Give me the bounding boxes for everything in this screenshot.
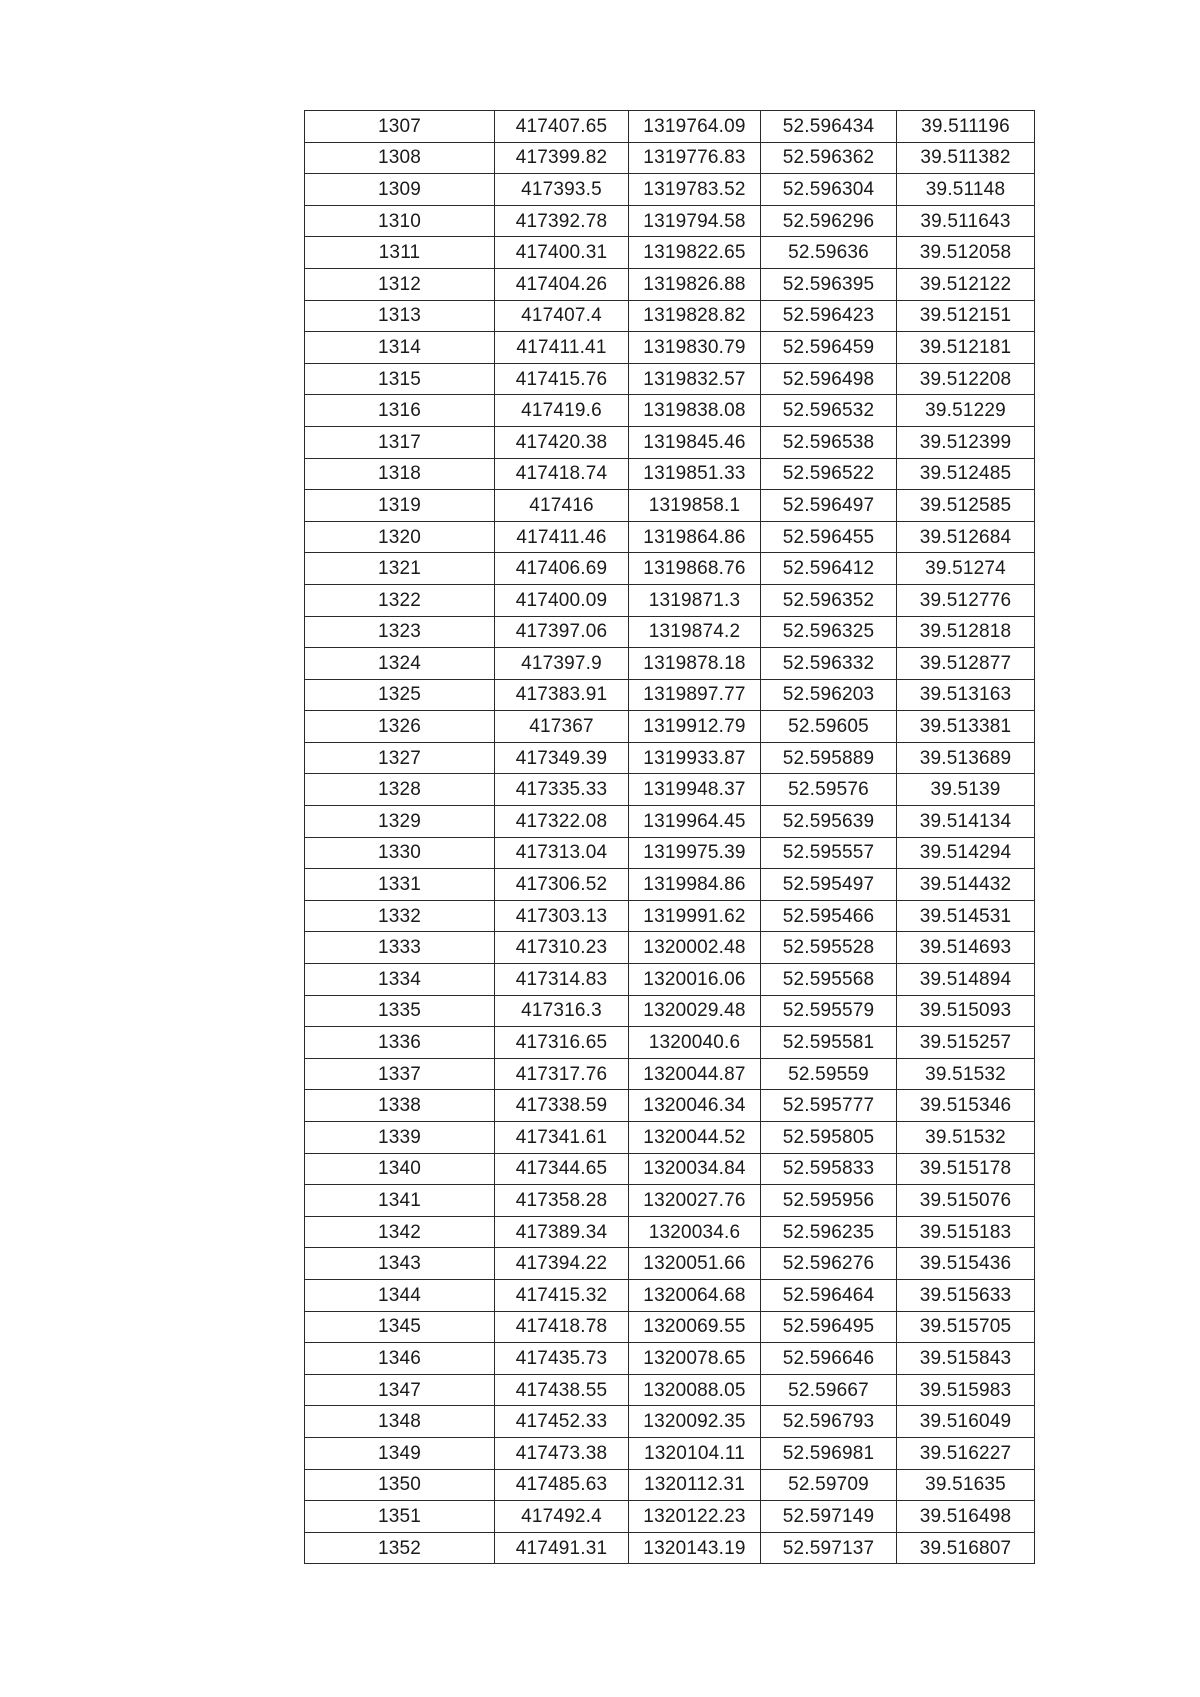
x-coordinate-cell: 417418.78 — [495, 1311, 629, 1343]
longitude-cell: 39.51274 — [897, 553, 1035, 585]
point-number-cell: 1326 — [305, 711, 495, 743]
longitude-cell: 39.512122 — [897, 268, 1035, 300]
y-coordinate-cell: 1320112.31 — [629, 1469, 761, 1501]
x-coordinate-cell: 417473.38 — [495, 1437, 629, 1469]
longitude-cell: 39.515093 — [897, 995, 1035, 1027]
longitude-cell: 39.512684 — [897, 521, 1035, 553]
longitude-cell: 39.51229 — [897, 395, 1035, 427]
table-row — [305, 237, 1035, 269]
latitude-cell: 52.595568 — [761, 964, 897, 996]
latitude-cell: 52.596276 — [761, 1248, 897, 1280]
x-coordinate-cell: 417303.13 — [495, 900, 629, 932]
point-number-cell: 1334 — [305, 964, 495, 996]
y-coordinate-cell: 1319933.87 — [629, 742, 761, 774]
latitude-cell: 52.59576 — [761, 774, 897, 806]
y-coordinate-cell: 1320122.23 — [629, 1501, 761, 1533]
longitude-cell: 39.515178 — [897, 1153, 1035, 1185]
x-coordinate-cell: 417420.38 — [495, 426, 629, 458]
x-coordinate-cell: 417407.4 — [495, 300, 629, 332]
latitude-cell: 52.596203 — [761, 679, 897, 711]
x-coordinate-cell: 417411.41 — [495, 332, 629, 364]
table-row — [305, 300, 1035, 332]
y-coordinate-cell: 1320029.48 — [629, 995, 761, 1027]
longitude-cell: 39.511643 — [897, 205, 1035, 237]
y-coordinate-cell: 1320044.87 — [629, 1058, 761, 1090]
table-row — [305, 616, 1035, 648]
longitude-cell: 39.512877 — [897, 648, 1035, 680]
longitude-cell: 39.51532 — [897, 1122, 1035, 1154]
latitude-cell: 52.596522 — [761, 458, 897, 490]
latitude-cell: 52.595579 — [761, 995, 897, 1027]
longitude-cell: 39.513689 — [897, 742, 1035, 774]
latitude-cell: 52.596495 — [761, 1311, 897, 1343]
y-coordinate-cell: 1319868.76 — [629, 553, 761, 585]
coordinates-table — [304, 110, 1035, 1564]
latitude-cell: 52.59605 — [761, 711, 897, 743]
x-coordinate-cell: 417314.83 — [495, 964, 629, 996]
point-number-cell: 1315 — [305, 363, 495, 395]
x-coordinate-cell: 417393.5 — [495, 174, 629, 206]
table-row — [305, 553, 1035, 585]
x-coordinate-cell: 417416 — [495, 490, 629, 522]
table-row — [305, 1122, 1035, 1154]
latitude-cell: 52.59559 — [761, 1058, 897, 1090]
latitude-cell: 52.596498 — [761, 363, 897, 395]
table-row — [305, 268, 1035, 300]
x-coordinate-cell: 417404.26 — [495, 268, 629, 300]
x-coordinate-cell: 417322.08 — [495, 806, 629, 838]
point-number-cell: 1314 — [305, 332, 495, 364]
latitude-cell: 52.59636 — [761, 237, 897, 269]
x-coordinate-cell: 417344.65 — [495, 1153, 629, 1185]
table-row — [305, 1532, 1035, 1564]
x-coordinate-cell: 417435.73 — [495, 1343, 629, 1375]
y-coordinate-cell: 1320046.34 — [629, 1090, 761, 1122]
x-coordinate-cell: 417310.23 — [495, 932, 629, 964]
y-coordinate-cell: 1319874.2 — [629, 616, 761, 648]
table-row — [305, 995, 1035, 1027]
x-coordinate-cell: 417317.76 — [495, 1058, 629, 1090]
y-coordinate-cell: 1320034.84 — [629, 1153, 761, 1185]
y-coordinate-cell: 1320027.76 — [629, 1185, 761, 1217]
x-coordinate-cell: 417397.06 — [495, 616, 629, 648]
table-row — [305, 1374, 1035, 1406]
x-coordinate-cell: 417358.28 — [495, 1185, 629, 1217]
longitude-cell: 39.515983 — [897, 1374, 1035, 1406]
longitude-cell: 39.515436 — [897, 1248, 1035, 1280]
longitude-cell: 39.516227 — [897, 1437, 1035, 1469]
latitude-cell: 52.596362 — [761, 142, 897, 174]
table-row — [305, 869, 1035, 901]
y-coordinate-cell: 1319964.45 — [629, 806, 761, 838]
point-number-cell: 1319 — [305, 490, 495, 522]
point-number-cell: 1332 — [305, 900, 495, 932]
point-number-cell: 1333 — [305, 932, 495, 964]
x-coordinate-cell: 417419.6 — [495, 395, 629, 427]
latitude-cell: 52.596538 — [761, 426, 897, 458]
point-number-cell: 1337 — [305, 1058, 495, 1090]
y-coordinate-cell: 1319984.86 — [629, 869, 761, 901]
point-number-cell: 1320 — [305, 521, 495, 553]
longitude-cell: 39.513163 — [897, 679, 1035, 711]
table-row — [305, 1343, 1035, 1375]
x-coordinate-cell: 417415.76 — [495, 363, 629, 395]
point-number-cell: 1318 — [305, 458, 495, 490]
longitude-cell: 39.512776 — [897, 584, 1035, 616]
latitude-cell: 52.596325 — [761, 616, 897, 648]
table-row — [305, 742, 1035, 774]
x-coordinate-cell: 417389.34 — [495, 1216, 629, 1248]
x-coordinate-cell: 417349.39 — [495, 742, 629, 774]
table-row — [305, 395, 1035, 427]
point-number-cell: 1350 — [305, 1469, 495, 1501]
point-number-cell: 1343 — [305, 1248, 495, 1280]
longitude-cell: 39.512058 — [897, 237, 1035, 269]
y-coordinate-cell: 1319912.79 — [629, 711, 761, 743]
point-number-cell: 1307 — [305, 111, 495, 143]
y-coordinate-cell: 1319878.18 — [629, 648, 761, 680]
x-coordinate-cell: 417406.69 — [495, 553, 629, 585]
table-row — [305, 1216, 1035, 1248]
table-row — [305, 1406, 1035, 1438]
point-number-cell: 1310 — [305, 205, 495, 237]
y-coordinate-cell: 1320088.05 — [629, 1374, 761, 1406]
longitude-cell: 39.515346 — [897, 1090, 1035, 1122]
point-number-cell: 1339 — [305, 1122, 495, 1154]
x-coordinate-cell: 417397.9 — [495, 648, 629, 680]
table-row — [305, 932, 1035, 964]
x-coordinate-cell: 417394.22 — [495, 1248, 629, 1280]
latitude-cell: 52.595557 — [761, 837, 897, 869]
latitude-cell: 52.596332 — [761, 648, 897, 680]
table-row — [305, 679, 1035, 711]
longitude-cell: 39.515843 — [897, 1343, 1035, 1375]
point-number-cell: 1349 — [305, 1437, 495, 1469]
latitude-cell: 52.596395 — [761, 268, 897, 300]
latitude-cell: 52.595466 — [761, 900, 897, 932]
point-number-cell: 1309 — [305, 174, 495, 206]
table-row — [305, 521, 1035, 553]
longitude-cell: 39.511382 — [897, 142, 1035, 174]
latitude-cell: 52.595497 — [761, 869, 897, 901]
table-row — [305, 774, 1035, 806]
table-row — [305, 426, 1035, 458]
x-coordinate-cell: 417411.46 — [495, 521, 629, 553]
latitude-cell: 52.595528 — [761, 932, 897, 964]
point-number-cell: 1344 — [305, 1279, 495, 1311]
longitude-cell: 39.5139 — [897, 774, 1035, 806]
y-coordinate-cell: 1319830.79 — [629, 332, 761, 364]
point-number-cell: 1321 — [305, 553, 495, 585]
longitude-cell: 39.515076 — [897, 1185, 1035, 1217]
point-number-cell: 1308 — [305, 142, 495, 174]
table-row — [305, 1248, 1035, 1280]
coordinates-table-body — [305, 111, 1035, 1564]
longitude-cell: 39.514531 — [897, 900, 1035, 932]
y-coordinate-cell: 1319864.86 — [629, 521, 761, 553]
table-row — [305, 711, 1035, 743]
y-coordinate-cell: 1319851.33 — [629, 458, 761, 490]
y-coordinate-cell: 1319826.88 — [629, 268, 761, 300]
x-coordinate-cell: 417316.3 — [495, 995, 629, 1027]
table-row — [305, 1311, 1035, 1343]
table-row — [305, 1058, 1035, 1090]
point-number-cell: 1352 — [305, 1532, 495, 1564]
longitude-cell: 39.511196 — [897, 111, 1035, 143]
point-number-cell: 1317 — [305, 426, 495, 458]
latitude-cell: 52.596412 — [761, 553, 897, 585]
latitude-cell: 52.597137 — [761, 1532, 897, 1564]
table-row — [305, 1469, 1035, 1501]
latitude-cell: 52.596434 — [761, 111, 897, 143]
point-number-cell: 1331 — [305, 869, 495, 901]
table-row — [305, 174, 1035, 206]
y-coordinate-cell: 1319828.82 — [629, 300, 761, 332]
latitude-cell: 52.596296 — [761, 205, 897, 237]
x-coordinate-cell: 417399.82 — [495, 142, 629, 174]
x-coordinate-cell: 417485.63 — [495, 1469, 629, 1501]
y-coordinate-cell: 1320034.6 — [629, 1216, 761, 1248]
longitude-cell: 39.516498 — [897, 1501, 1035, 1533]
longitude-cell: 39.514134 — [897, 806, 1035, 838]
point-number-cell: 1341 — [305, 1185, 495, 1217]
latitude-cell: 52.596304 — [761, 174, 897, 206]
longitude-cell: 39.515257 — [897, 1027, 1035, 1059]
y-coordinate-cell: 1319845.46 — [629, 426, 761, 458]
latitude-cell: 52.595956 — [761, 1185, 897, 1217]
y-coordinate-cell: 1319832.57 — [629, 363, 761, 395]
point-number-cell: 1348 — [305, 1406, 495, 1438]
x-coordinate-cell: 417316.65 — [495, 1027, 629, 1059]
y-coordinate-cell: 1319991.62 — [629, 900, 761, 932]
point-number-cell: 1324 — [305, 648, 495, 680]
longitude-cell: 39.514432 — [897, 869, 1035, 901]
latitude-cell: 52.595777 — [761, 1090, 897, 1122]
table-row — [305, 205, 1035, 237]
longitude-cell: 39.512818 — [897, 616, 1035, 648]
longitude-cell: 39.512485 — [897, 458, 1035, 490]
longitude-cell: 39.515633 — [897, 1279, 1035, 1311]
point-number-cell: 1335 — [305, 995, 495, 1027]
y-coordinate-cell: 1319822.65 — [629, 237, 761, 269]
table-row — [305, 1185, 1035, 1217]
table-row — [305, 806, 1035, 838]
latitude-cell: 52.595833 — [761, 1153, 897, 1185]
table-row — [305, 837, 1035, 869]
latitude-cell: 52.596423 — [761, 300, 897, 332]
longitude-cell: 39.512399 — [897, 426, 1035, 458]
table-row — [305, 1090, 1035, 1122]
y-coordinate-cell: 1319975.39 — [629, 837, 761, 869]
x-coordinate-cell: 417452.33 — [495, 1406, 629, 1438]
point-number-cell: 1323 — [305, 616, 495, 648]
y-coordinate-cell: 1319858.1 — [629, 490, 761, 522]
y-coordinate-cell: 1320143.19 — [629, 1532, 761, 1564]
latitude-cell: 52.596646 — [761, 1343, 897, 1375]
y-coordinate-cell: 1319897.77 — [629, 679, 761, 711]
point-number-cell: 1311 — [305, 237, 495, 269]
latitude-cell: 52.595889 — [761, 742, 897, 774]
latitude-cell: 52.595581 — [761, 1027, 897, 1059]
latitude-cell: 52.596455 — [761, 521, 897, 553]
point-number-cell: 1327 — [305, 742, 495, 774]
latitude-cell: 52.595805 — [761, 1122, 897, 1154]
longitude-cell: 39.512208 — [897, 363, 1035, 395]
table-row — [305, 142, 1035, 174]
x-coordinate-cell: 417438.55 — [495, 1374, 629, 1406]
y-coordinate-cell: 1319764.09 — [629, 111, 761, 143]
y-coordinate-cell: 1319838.08 — [629, 395, 761, 427]
table-row — [305, 332, 1035, 364]
y-coordinate-cell: 1320016.06 — [629, 964, 761, 996]
latitude-cell: 52.596793 — [761, 1406, 897, 1438]
y-coordinate-cell: 1320002.48 — [629, 932, 761, 964]
y-coordinate-cell: 1319871.3 — [629, 584, 761, 616]
y-coordinate-cell: 1319776.83 — [629, 142, 761, 174]
point-number-cell: 1329 — [305, 806, 495, 838]
latitude-cell: 52.596459 — [761, 332, 897, 364]
longitude-cell: 39.516807 — [897, 1532, 1035, 1564]
point-number-cell: 1347 — [305, 1374, 495, 1406]
latitude-cell: 52.596981 — [761, 1437, 897, 1469]
point-number-cell: 1342 — [305, 1216, 495, 1248]
y-coordinate-cell: 1319783.52 — [629, 174, 761, 206]
point-number-cell: 1325 — [305, 679, 495, 711]
y-coordinate-cell: 1320104.11 — [629, 1437, 761, 1469]
latitude-cell: 52.596497 — [761, 490, 897, 522]
point-number-cell: 1351 — [305, 1501, 495, 1533]
latitude-cell: 52.597149 — [761, 1501, 897, 1533]
longitude-cell: 39.51532 — [897, 1058, 1035, 1090]
table-row — [305, 1437, 1035, 1469]
x-coordinate-cell: 417335.33 — [495, 774, 629, 806]
longitude-cell: 39.515183 — [897, 1216, 1035, 1248]
latitude-cell: 52.596532 — [761, 395, 897, 427]
table-row — [305, 1027, 1035, 1059]
latitude-cell: 52.596235 — [761, 1216, 897, 1248]
longitude-cell: 39.51635 — [897, 1469, 1035, 1501]
latitude-cell: 52.59667 — [761, 1374, 897, 1406]
table-row — [305, 584, 1035, 616]
x-coordinate-cell: 417338.59 — [495, 1090, 629, 1122]
y-coordinate-cell: 1320092.35 — [629, 1406, 761, 1438]
point-number-cell: 1316 — [305, 395, 495, 427]
y-coordinate-cell: 1320051.66 — [629, 1248, 761, 1280]
x-coordinate-cell: 417407.65 — [495, 111, 629, 143]
point-number-cell: 1336 — [305, 1027, 495, 1059]
point-number-cell: 1328 — [305, 774, 495, 806]
y-coordinate-cell: 1320069.55 — [629, 1311, 761, 1343]
y-coordinate-cell: 1320040.6 — [629, 1027, 761, 1059]
table-row — [305, 1279, 1035, 1311]
point-number-cell: 1338 — [305, 1090, 495, 1122]
longitude-cell: 39.514894 — [897, 964, 1035, 996]
longitude-cell: 39.515705 — [897, 1311, 1035, 1343]
latitude-cell: 52.596464 — [761, 1279, 897, 1311]
table-row — [305, 490, 1035, 522]
longitude-cell: 39.514693 — [897, 932, 1035, 964]
longitude-cell: 39.514294 — [897, 837, 1035, 869]
point-number-cell: 1322 — [305, 584, 495, 616]
y-coordinate-cell: 1320078.65 — [629, 1343, 761, 1375]
table-row — [305, 363, 1035, 395]
longitude-cell: 39.516049 — [897, 1406, 1035, 1438]
x-coordinate-cell: 417313.04 — [495, 837, 629, 869]
point-number-cell: 1330 — [305, 837, 495, 869]
point-number-cell: 1313 — [305, 300, 495, 332]
table-row — [305, 1501, 1035, 1533]
point-number-cell: 1340 — [305, 1153, 495, 1185]
x-coordinate-cell: 417341.61 — [495, 1122, 629, 1154]
table-row — [305, 458, 1035, 490]
x-coordinate-cell: 417306.52 — [495, 869, 629, 901]
y-coordinate-cell: 1320044.52 — [629, 1122, 761, 1154]
x-coordinate-cell: 417415.32 — [495, 1279, 629, 1311]
x-coordinate-cell: 417418.74 — [495, 458, 629, 490]
table-row — [305, 900, 1035, 932]
x-coordinate-cell: 417367 — [495, 711, 629, 743]
x-coordinate-cell: 417392.78 — [495, 205, 629, 237]
y-coordinate-cell: 1320064.68 — [629, 1279, 761, 1311]
table-row — [305, 111, 1035, 143]
latitude-cell: 52.595639 — [761, 806, 897, 838]
y-coordinate-cell: 1319948.37 — [629, 774, 761, 806]
table-row — [305, 964, 1035, 996]
table-row — [305, 1153, 1035, 1185]
x-coordinate-cell: 417491.31 — [495, 1532, 629, 1564]
longitude-cell: 39.512585 — [897, 490, 1035, 522]
point-number-cell: 1312 — [305, 268, 495, 300]
y-coordinate-cell: 1319794.58 — [629, 205, 761, 237]
x-coordinate-cell: 417400.09 — [495, 584, 629, 616]
latitude-cell: 52.596352 — [761, 584, 897, 616]
latitude-cell: 52.59709 — [761, 1469, 897, 1501]
longitude-cell: 39.51148 — [897, 174, 1035, 206]
point-number-cell: 1345 — [305, 1311, 495, 1343]
longitude-cell: 39.512181 — [897, 332, 1035, 364]
longitude-cell: 39.512151 — [897, 300, 1035, 332]
longitude-cell: 39.513381 — [897, 711, 1035, 743]
x-coordinate-cell: 417400.31 — [495, 237, 629, 269]
x-coordinate-cell: 417383.91 — [495, 679, 629, 711]
x-coordinate-cell: 417492.4 — [495, 1501, 629, 1533]
table-row — [305, 648, 1035, 680]
point-number-cell: 1346 — [305, 1343, 495, 1375]
